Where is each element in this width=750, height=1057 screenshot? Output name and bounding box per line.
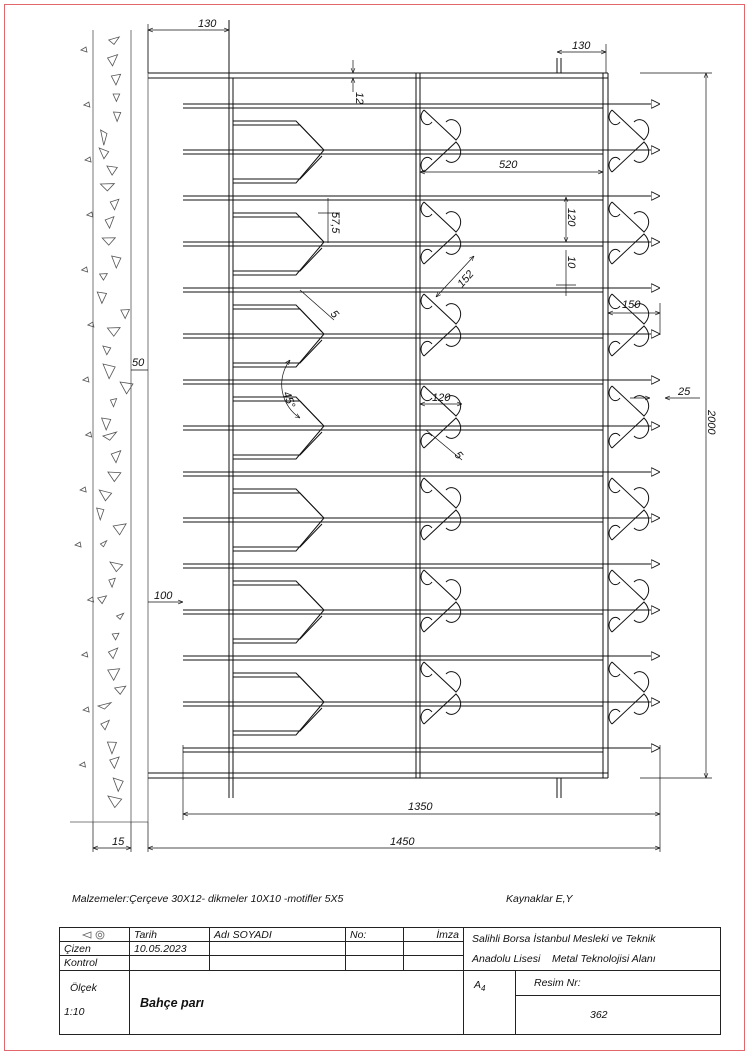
title-cell [130, 971, 464, 1035]
wall-stone [112, 633, 119, 640]
number-header: No: [346, 928, 404, 942]
wall-stone [107, 742, 116, 754]
wall-stone [103, 432, 117, 440]
scroll-arm-lower [424, 602, 461, 632]
wall-stone [98, 703, 111, 709]
picket-outline [233, 213, 324, 275]
wall-stone [113, 778, 123, 791]
wall-aggregate [87, 212, 93, 217]
wall-stone [103, 346, 111, 355]
paper-size-cell [464, 971, 516, 1035]
scroll-arm-lower [424, 694, 461, 724]
scroll-arm-upper [424, 662, 461, 692]
scroll-arm-lower [612, 234, 649, 264]
picket-tip [233, 401, 322, 455]
picket-tip [233, 125, 322, 179]
scroll-arm-upper [424, 294, 461, 324]
scroll-arm-lower [424, 510, 461, 540]
picket-outline [233, 397, 324, 459]
name-header: Adı SOYADI [210, 928, 346, 942]
scroll-motif [609, 110, 649, 172]
dim-50: 50 [132, 357, 145, 369]
scale-value: 1:10 [64, 1006, 85, 1018]
wall-aggregate [79, 762, 85, 767]
picket-outline [233, 305, 324, 367]
wall-stone [111, 451, 121, 463]
wall-stone [113, 524, 126, 535]
scroll-motif [421, 294, 461, 356]
dim-120-vertical: 120 [565, 208, 577, 227]
drawing-number-label: Resim Nr: [516, 971, 720, 996]
dimension-texts [112, 18, 717, 848]
dim-520: 520 [499, 159, 518, 171]
date-header: Tarih [130, 928, 210, 942]
scroll-motif [421, 202, 461, 264]
checked-signature [404, 956, 464, 971]
picket-tip [233, 309, 322, 363]
wall-aggregate [83, 377, 89, 382]
materials-note: Malzemeler:Çerçeve 30X12- dikmeler 10X10 -motifler 5X5 [72, 893, 344, 905]
wall-stone [110, 757, 119, 768]
wall-stone [108, 648, 117, 659]
dim-10: 10 [565, 256, 577, 269]
wall-aggregate [84, 102, 90, 107]
drawing-title: Bahçe parı [140, 995, 204, 1010]
checked-number [346, 956, 404, 971]
wall-stone [99, 148, 109, 159]
wall-stone [102, 238, 115, 245]
dim-130-top-left: 130 [198, 18, 217, 30]
scroll-motif [421, 570, 461, 632]
checked-name [210, 956, 346, 971]
date-value: 10.05.2023 [130, 942, 210, 956]
wall-stone [112, 256, 121, 268]
drawn-number [346, 942, 404, 956]
scroll-arm-upper [424, 110, 461, 140]
scroll-arm-upper [612, 386, 649, 416]
department: Metal Teknolojisi Alanı [551, 953, 656, 965]
scroll-motif [421, 662, 461, 724]
dim-57-5: 57,5 [329, 212, 341, 234]
wall-stone [107, 166, 117, 175]
dim-25: 25 [678, 386, 691, 398]
dim-1350: 1350 [408, 801, 433, 813]
wall-stone [101, 130, 107, 145]
dim-152: 152 [455, 268, 477, 291]
scroll-arm-lower [424, 234, 461, 264]
scale-label: Ölçek [70, 982, 97, 994]
dim-1450: 1450 [390, 836, 415, 848]
scroll-motif [609, 662, 649, 724]
scroll-arm-lower [612, 510, 649, 540]
dim-12: 12 [353, 92, 365, 105]
wall-stone [101, 720, 109, 730]
wall-aggregate [86, 432, 92, 437]
checked-label: Kontrol [60, 956, 130, 971]
wall-stone [100, 541, 106, 547]
wall-stone [98, 596, 107, 604]
scroll-arm-upper [424, 570, 461, 600]
school-cell [464, 928, 721, 971]
scroll-arm-upper [424, 202, 461, 232]
scroll-arm-lower [424, 326, 461, 356]
wall-stone [108, 669, 120, 681]
school-line-1: Salihli Borsa İstanbul Mesleki ve Teknik [472, 933, 656, 945]
scroll-motif [609, 570, 649, 632]
wall-aggregate [82, 652, 88, 657]
dim-45-degrees: 45° [280, 389, 298, 410]
scroll-arm-lower [424, 142, 461, 172]
wall-stone [108, 472, 121, 482]
wall-aggregate [83, 707, 89, 712]
drawn-label: Çizen [60, 942, 130, 956]
wall-stone [115, 686, 126, 694]
wall-stone [107, 328, 120, 337]
wall-stone [100, 274, 108, 281]
drawing-number-cell [516, 971, 721, 1035]
dim-15: 15 [112, 836, 125, 848]
picket-tip [233, 677, 322, 731]
scroll-arm-lower [612, 418, 649, 448]
drawn-signature [404, 942, 464, 956]
sources-note: Kaynaklar E,Y [506, 893, 573, 905]
wall-stone [108, 796, 122, 808]
wall-aggregate [81, 47, 87, 52]
wall-stone [109, 578, 115, 587]
scroll-arm-upper [424, 478, 461, 508]
picket-tip [233, 217, 322, 271]
wall-stone [110, 399, 116, 407]
wall-stone [113, 94, 120, 101]
picket-tip [233, 493, 322, 547]
wall-stone [117, 613, 124, 619]
picket-outline [233, 489, 324, 551]
railing-frame [148, 20, 660, 798]
dim-5-motif: 5 [451, 449, 465, 462]
picket-outline [233, 121, 324, 183]
wall-stone [99, 490, 111, 501]
dim-100: 100 [154, 590, 173, 602]
wall-stone [109, 37, 119, 44]
wall-stone [103, 364, 115, 379]
dim-120-motif: 120 [432, 392, 451, 404]
scroll-arm-lower [612, 694, 649, 724]
dimension-lines [93, 24, 712, 852]
dim-130-top-right: 130 [572, 40, 591, 52]
wall-stone [110, 562, 123, 572]
wall-stone [105, 217, 114, 229]
scroll-motif [421, 110, 461, 172]
projection-symbol-icon [81, 930, 109, 940]
dim-5-pickets: 5 [327, 308, 341, 321]
scroll-arm-upper [612, 570, 649, 600]
scroll-arm-lower [612, 602, 649, 632]
wall-aggregate [85, 157, 91, 162]
scroll-arm-lower [612, 142, 649, 172]
dim-2000: 2000 [705, 410, 717, 435]
wall-stone [110, 199, 119, 210]
picket-outline [233, 673, 324, 735]
wall-aggregate [75, 542, 81, 547]
drawn-name [210, 942, 346, 956]
signature-header: İmza [404, 928, 464, 942]
picket-outline [233, 581, 324, 643]
wall-stone [100, 184, 114, 191]
scroll-motif [609, 478, 649, 540]
scroll-motif [421, 478, 461, 540]
wall-stone [113, 112, 120, 121]
scroll-arm-upper [612, 662, 649, 692]
wall-stone [121, 310, 130, 319]
scroll-motif [609, 202, 649, 264]
wall-stone [97, 508, 104, 520]
paper-size-subscript: 4 [481, 984, 486, 994]
wall-stone [97, 292, 106, 303]
scale-cell [60, 971, 130, 1035]
picket-tip [233, 585, 322, 639]
scroll-motif [609, 386, 649, 448]
wall-aggregate [82, 267, 88, 272]
drawing-number-value: 362 [590, 1009, 608, 1021]
wall-stone [111, 74, 120, 85]
dim-150: 150 [622, 299, 641, 311]
school-line-2: Anadolu Lisesi [472, 953, 541, 965]
scroll-arm-upper [612, 110, 649, 140]
wall-stone [102, 418, 111, 430]
checked-date [130, 956, 210, 971]
scroll-arm-lower [612, 326, 649, 356]
wall-section [70, 30, 148, 822]
wall-stone [108, 55, 118, 66]
wall-aggregate [80, 487, 86, 492]
scroll-arm-upper [612, 478, 649, 508]
projection-symbol-cell [60, 928, 130, 942]
scroll-arm-upper [612, 202, 649, 232]
title-block [59, 927, 721, 1035]
paper-size: A [474, 979, 482, 991]
